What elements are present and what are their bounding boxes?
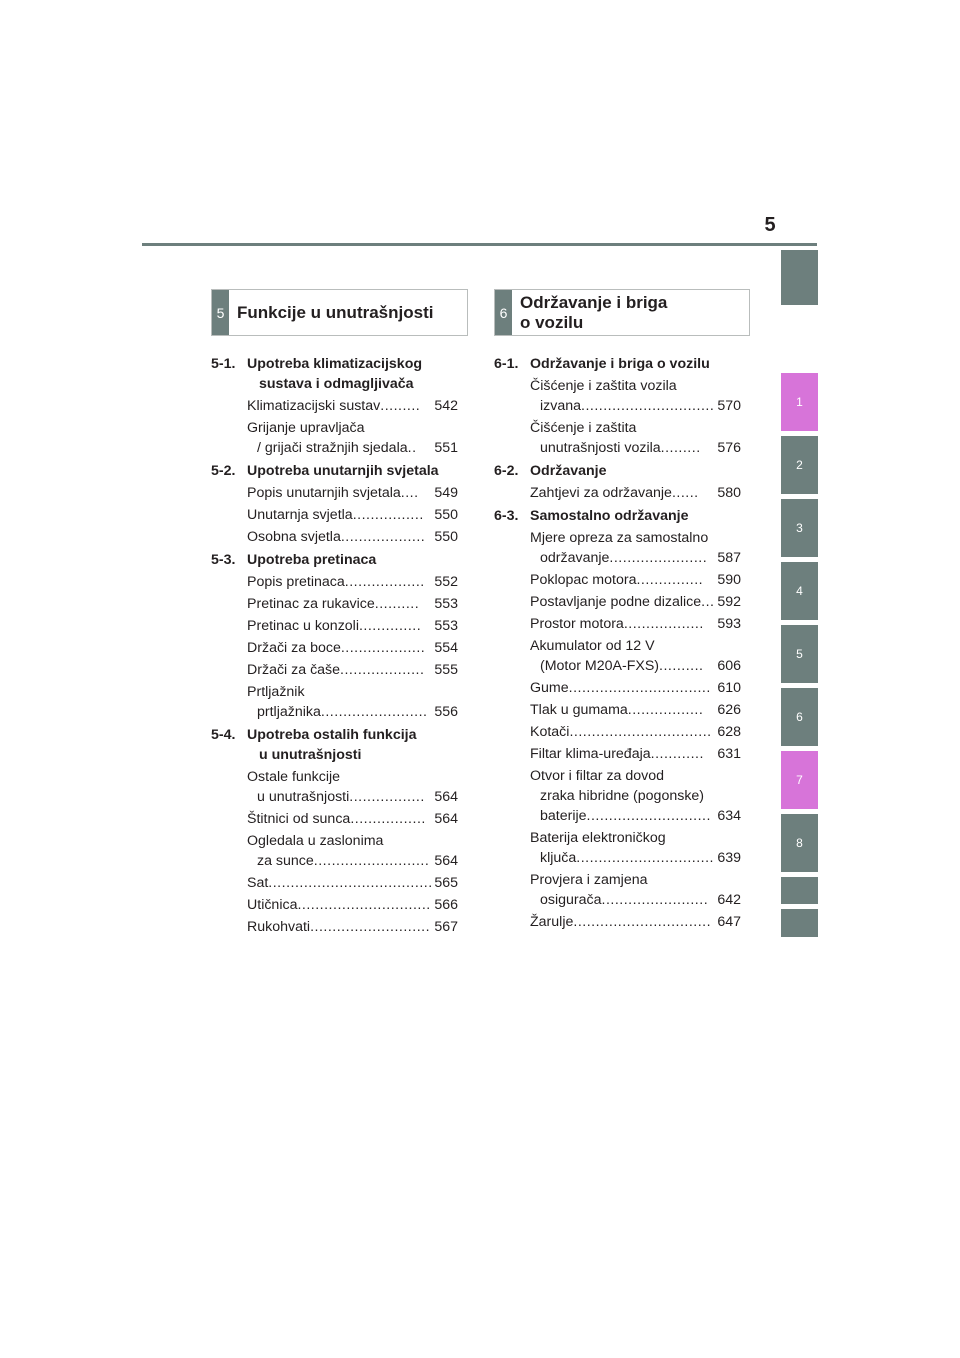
toc-entry[interactable]	[211, 660, 458, 680]
toc-entry[interactable]	[494, 912, 741, 932]
toc-group-heading	[494, 506, 741, 526]
toc-entry-leader: .....................................	[268, 875, 433, 891]
toc-entry-lines	[530, 912, 741, 932]
toc-entry-text: Rukohvati	[247, 919, 311, 935]
toc-entry-page: 564	[434, 811, 458, 827]
toc-entry-page: 553	[434, 596, 458, 612]
toc-entry-text: prtljažnika	[257, 704, 321, 720]
toc-entry-lines	[247, 682, 458, 722]
toc-entry-text: Gume	[530, 680, 569, 696]
toc-entry[interactable]	[211, 767, 458, 807]
toc-entry-leader: ...	[701, 594, 715, 610]
toc-group-number: 6-2.	[494, 463, 519, 479]
toc-entry[interactable]	[211, 809, 458, 829]
toc-entry-lines	[247, 895, 458, 915]
toc-entry-line: Provjera i zamjena	[530, 872, 648, 888]
toc-entry[interactable]	[211, 505, 458, 525]
toc-entry-lines	[247, 917, 458, 937]
toc-entry-text: održavanje	[540, 550, 610, 566]
toc-entry-line: Ogledala u zaslonima	[247, 833, 384, 849]
toc-entry-text: Postavljanje podne dizalice	[530, 594, 702, 610]
toc-entry-last-line	[530, 438, 741, 458]
toc-entry-last-line	[247, 638, 458, 658]
toc-entry-leader: ...................	[340, 529, 426, 545]
chapter-tab[interactable]: 3	[781, 499, 818, 557]
toc-entry-page: 628	[717, 724, 741, 740]
toc-group-heading	[211, 725, 458, 765]
toc-group-title-wrap	[530, 506, 741, 526]
toc-entry-text: u unutrašnjosti	[257, 789, 350, 805]
toc-group-title-wrap	[247, 354, 458, 394]
toc-entry-lines	[247, 418, 458, 458]
toc-column-5	[211, 352, 458, 937]
toc-entry-line: Otvor i filtar za dovod	[530, 768, 665, 784]
toc-entry-last-line	[530, 678, 741, 698]
toc-entry-page: 549	[434, 485, 458, 501]
toc-entry-lines	[247, 809, 458, 829]
toc-group-number: 6-1.	[494, 356, 519, 372]
toc-group-title: Upotreba ostalih funkcija	[247, 727, 417, 743]
toc-group-title: Održavanje i briga o vozilu	[530, 356, 710, 372]
toc-entry-last-line	[247, 702, 458, 722]
toc-entry-text: Sat	[247, 875, 269, 891]
toc-entry-last-line	[247, 660, 458, 680]
toc-entry-lines	[530, 418, 741, 458]
toc-group-number: 5-4.	[211, 727, 236, 743]
toc-entry-leader: .................	[349, 789, 425, 805]
toc-entry-leader: ..........................	[313, 853, 430, 869]
section-number: 5	[212, 290, 229, 335]
toc-entry-page: 555	[434, 662, 458, 678]
toc-entry-lines	[247, 483, 458, 503]
toc-entry-page: 550	[434, 507, 458, 523]
section-number: 6	[495, 290, 512, 335]
toc-entry-leader: ........................	[320, 704, 428, 720]
toc-entry-text: za sunce	[257, 853, 314, 869]
toc-entry-last-line	[530, 806, 741, 826]
toc-entry-lines	[530, 678, 741, 698]
toc-entry-last-line	[247, 527, 458, 547]
toc-entry-page: 552	[434, 574, 458, 590]
toc-entry-page: 566	[434, 897, 458, 913]
toc-entry[interactable]	[494, 678, 741, 698]
toc-entry[interactable]	[494, 636, 741, 676]
toc-group-heading	[494, 461, 741, 481]
toc-entry[interactable]	[494, 722, 741, 742]
toc-entry-last-line	[530, 614, 741, 634]
toc-entry-leader: ...................	[340, 640, 426, 656]
toc-entry-page: 553	[434, 618, 458, 634]
toc-entry[interactable]	[211, 527, 458, 547]
toc-entry-last-line	[247, 895, 458, 915]
toc-entry-text: Štitnici od sunca	[247, 811, 351, 827]
toc-entry-leader: ..............................	[297, 897, 431, 913]
toc-entry-text: izvana	[540, 398, 582, 414]
toc-group-title: Upotreba klimatizacijskog	[247, 356, 423, 372]
toc-entry-lines	[530, 528, 741, 568]
toc-entry-last-line	[530, 912, 741, 932]
toc-group-title-wrap	[530, 354, 741, 374]
toc-entry-leader: ................................	[568, 680, 711, 696]
toc-entry-text: Popis pretinaca	[247, 574, 345, 590]
toc-entry[interactable]	[211, 873, 458, 893]
toc-entry-leader: ........................	[601, 892, 709, 908]
toc-group-number: 6-3.	[494, 508, 519, 524]
toc-entry-text: Unutarnja svjetla	[247, 507, 353, 523]
toc-entry[interactable]	[211, 895, 458, 915]
toc-entry-lines	[530, 636, 741, 676]
toc-entry-leader: .................	[627, 702, 704, 718]
toc-entry-last-line	[530, 744, 741, 764]
toc-entry-page: 610	[717, 680, 741, 696]
toc-entry-leader: ...................	[340, 662, 425, 678]
toc-entry-page: 565	[434, 875, 458, 891]
toc-entry-last-line	[247, 787, 458, 807]
toc-entry-leader: ..	[407, 440, 417, 456]
toc-entry-text: baterije	[540, 808, 587, 824]
toc-entry-page: 576	[717, 440, 741, 456]
toc-group-title: Održavanje	[530, 463, 607, 479]
toc-entry-leader: ..............................	[581, 398, 715, 414]
toc-entry-leader: .................	[350, 811, 426, 827]
toc-entry-leader: ................................	[569, 724, 712, 740]
toc-entry[interactable]	[494, 592, 741, 612]
toc-entry-text: / grijači stražnjih sjedala	[257, 440, 408, 456]
toc-entry[interactable]	[211, 616, 458, 636]
chapter-tab[interactable]: 8	[781, 814, 818, 872]
toc-group-number: 5-1.	[211, 356, 236, 372]
toc-group-title-wrap	[247, 461, 458, 481]
toc-entry-leader: ......	[671, 485, 699, 501]
toc-entry[interactable]	[211, 418, 458, 458]
toc-entry-leader: ....	[400, 485, 419, 501]
toc-entry-leader: ...........................	[310, 919, 431, 935]
toc-entry-last-line	[247, 594, 458, 614]
toc-entry-page: 593	[717, 616, 741, 632]
toc-entry-page: 631	[717, 746, 741, 762]
toc-group-title: Samostalno održavanje	[530, 508, 689, 524]
toc-entry-lines	[247, 527, 458, 547]
toc-entry-lines	[247, 873, 458, 893]
toc-entry-lines	[530, 700, 741, 720]
toc-entry-text: Žarulje	[530, 914, 574, 930]
toc-entry[interactable]	[494, 828, 741, 868]
toc-entry-leader: ...............................	[573, 914, 712, 930]
toc-entry-text: unutrašnjosti vozila	[540, 440, 661, 456]
toc-entry-last-line	[247, 505, 458, 525]
toc-entry-page: 542	[434, 398, 458, 414]
header-rule	[142, 243, 817, 246]
toc-entry-line: Mjere opreza za samostalno	[530, 530, 709, 546]
toc-entry-text: Utičnica	[247, 897, 298, 913]
toc-group-heading	[211, 461, 458, 481]
toc-entry-text: ključa	[540, 850, 577, 866]
toc-group-number: 5-2.	[211, 463, 236, 479]
toc-entry-lines	[530, 766, 741, 826]
toc-entry-leader: ............	[650, 746, 704, 762]
toc-entry-last-line	[530, 483, 741, 503]
toc-group-number: 5-3.	[211, 552, 236, 568]
toc-entry-leader: ..........	[659, 658, 704, 674]
toc-entry[interactable]	[211, 917, 458, 937]
toc-group-title-wrap	[247, 725, 458, 765]
toc-entry-leader: ...............................	[576, 850, 714, 866]
chapter-tab[interactable]	[781, 877, 818, 904]
toc-entry-last-line	[530, 890, 741, 910]
toc-entry-lines	[530, 570, 741, 590]
toc-entry-text: Poklopac motora	[530, 572, 637, 588]
toc-entry-text: Kotači	[530, 724, 570, 740]
toc-entry-leader: ................	[352, 507, 424, 523]
toc-entry-lines	[247, 638, 458, 658]
toc-entry-page: 580	[717, 485, 741, 501]
toc-entry-page: 554	[434, 640, 458, 656]
toc-entry-page: 551	[434, 440, 458, 456]
toc-entry-lines	[247, 616, 458, 636]
toc-entry-last-line	[247, 572, 458, 592]
toc-entry-last-line	[247, 396, 458, 416]
toc-entry-last-line	[530, 722, 741, 742]
toc-entry-lines	[247, 396, 458, 416]
toc-entry-leader: .........	[380, 398, 421, 414]
toc-entry-last-line	[247, 438, 458, 458]
toc-entry-lines	[247, 767, 458, 807]
toc-entry[interactable]	[211, 396, 458, 416]
toc-entry-text: Držači za čaše	[247, 662, 341, 678]
toc-entry-leader: ..................	[623, 616, 704, 632]
toc-entry-text: Zahtjevi za održavanje	[530, 485, 672, 501]
toc-entry-last-line	[247, 851, 458, 871]
toc-entry-line: Baterija elektroničkog	[530, 830, 666, 846]
toc-entry-page: 564	[434, 853, 458, 869]
toc-entry-leader: ............................	[586, 808, 711, 824]
toc-entry-lines	[247, 572, 458, 592]
toc-entry[interactable]	[494, 700, 741, 720]
toc-entry-last-line	[247, 616, 458, 636]
chapter-tab[interactable]	[781, 250, 818, 305]
toc-entry[interactable]	[211, 572, 458, 592]
toc-entry[interactable]	[494, 766, 741, 826]
toc-entry-page: 590	[717, 572, 741, 588]
toc-entry-last-line	[247, 873, 458, 893]
toc-entry-page: 626	[717, 702, 741, 718]
toc-entry[interactable]	[494, 418, 741, 458]
toc-entry-text: Popis unutarnjih svjetala	[247, 485, 401, 501]
toc-entry-text: osigurača	[540, 892, 602, 908]
toc-entry-lines	[530, 722, 741, 742]
toc-group-title-cont: sustava i odmagljivača	[259, 376, 414, 392]
toc-entry-text: Pretinac u konzoli	[247, 618, 359, 634]
toc-entry[interactable]	[494, 614, 741, 634]
toc-entry[interactable]	[211, 483, 458, 503]
toc-entry[interactable]	[211, 638, 458, 658]
toc-entry-leader: ..............	[358, 618, 422, 634]
toc-entry-page: 639	[717, 850, 741, 866]
toc-entry-lines	[530, 744, 741, 764]
toc-entry-line: Grijanje upravljača	[247, 420, 365, 436]
toc-entry-leader: .........	[660, 440, 701, 456]
toc-entry-last-line	[530, 570, 741, 590]
toc-entry-text: Filtar klima-uređaja	[530, 746, 651, 762]
toc-entry-line: zraka hibridne (pogonske)	[540, 788, 705, 804]
toc-entry-page: 606	[717, 658, 741, 674]
section-header-5	[211, 289, 468, 336]
toc-entry-lines	[530, 870, 741, 910]
toc-entry-lines	[530, 376, 741, 416]
toc-entry-text: Prostor motora	[530, 616, 624, 632]
toc-entry-lines	[530, 483, 741, 503]
toc-entry-page: 587	[717, 550, 741, 566]
toc-entry-last-line	[247, 483, 458, 503]
toc-entry-line: Čišćenje i zaštita vozila	[530, 378, 677, 394]
chapter-tab[interactable]: 1	[781, 373, 818, 431]
toc-entry-lines	[530, 614, 741, 634]
toc-entry-last-line	[530, 592, 741, 612]
toc-entry-page: 592	[717, 594, 741, 610]
toc-entry-line: Akumulator od 12 V	[530, 638, 655, 654]
toc-entry-lines	[247, 594, 458, 614]
toc-entry-last-line	[530, 548, 741, 568]
toc-entry-leader: ...............	[636, 572, 704, 588]
toc-entry[interactable]	[211, 594, 458, 614]
toc-group-title: Upotreba pretinaca	[247, 552, 377, 568]
toc-entry-last-line	[530, 848, 741, 868]
toc-entry-lines	[247, 505, 458, 525]
toc-entry-lines	[247, 831, 458, 871]
toc-entry-page: 570	[717, 398, 741, 414]
toc-entry-last-line	[247, 809, 458, 829]
toc-entry-page: 564	[434, 789, 458, 805]
section-header-6	[494, 289, 750, 336]
toc-entry-page: 647	[717, 914, 741, 930]
toc-group-heading	[494, 354, 741, 374]
toc-entry[interactable]	[494, 483, 741, 503]
chapter-tab[interactable]: 7	[781, 751, 818, 809]
toc-entry[interactable]	[211, 831, 458, 871]
toc-entry-last-line	[530, 396, 741, 416]
toc-entry-text: Držači za boce	[247, 640, 341, 656]
toc-entry[interactable]	[494, 570, 741, 590]
chapter-tab[interactable]: 2	[781, 436, 818, 494]
chapter-tab[interactable]: 4	[781, 562, 818, 620]
toc-entry[interactable]	[494, 376, 741, 416]
toc-entry-text: Tlak u gumama	[530, 702, 628, 718]
toc-entry-text: Osobna svjetla	[247, 529, 341, 545]
toc-entry-leader: ..........	[374, 596, 420, 612]
chapter-tab[interactable]: 5	[781, 625, 818, 683]
toc-entry-leader: ..................	[344, 574, 425, 590]
page-number: 5	[764, 214, 776, 236]
toc-entry-page: 567	[434, 919, 458, 935]
toc-group-heading	[211, 354, 458, 394]
toc-group-heading	[211, 550, 458, 570]
chapter-tab[interactable]: 6	[781, 688, 818, 746]
toc-group-title-cont: u unutrašnjosti	[259, 747, 362, 763]
toc-entry-last-line	[530, 656, 741, 676]
toc-entry-lines	[530, 828, 741, 868]
toc-entry-page: 550	[434, 529, 458, 545]
toc-entry-line: Prtljažnik	[247, 684, 305, 700]
toc-entry[interactable]	[211, 682, 458, 722]
toc-column-6	[494, 352, 741, 932]
toc-entry-text: (Motor M20A-FXS)	[540, 658, 660, 674]
toc-entry[interactable]	[494, 528, 741, 568]
toc-entry-line: Čišćenje i zaštita	[530, 420, 637, 436]
toc-entry-last-line	[247, 917, 458, 937]
toc-entry-lines	[530, 592, 741, 612]
toc-entry-page: 556	[434, 704, 458, 720]
toc-entry-line: Ostale funkcije	[247, 769, 341, 785]
toc-group-title-wrap	[247, 550, 458, 570]
toc-entry-leader: ......................	[609, 550, 708, 566]
toc-entry-page: 642	[717, 892, 741, 908]
section-title: Održavanje i briga o vozilu	[520, 292, 668, 332]
toc-group-title: Upotreba unutarnjih svjetala	[247, 463, 439, 479]
toc-entry-text: Pretinac za rukavice	[247, 596, 375, 612]
toc-group-title-wrap	[530, 461, 741, 481]
toc-entry-text: Klimatizacijski sustav	[247, 398, 381, 414]
section-title: Funkcije u unutrašnjosti	[237, 302, 434, 322]
toc-entry-last-line	[530, 700, 741, 720]
toc-entry[interactable]	[494, 870, 741, 910]
toc-entry-lines	[247, 660, 458, 680]
toc-entry-page: 634	[717, 808, 741, 824]
chapter-tab[interactable]	[781, 909, 818, 937]
toc-entry[interactable]	[494, 744, 741, 764]
